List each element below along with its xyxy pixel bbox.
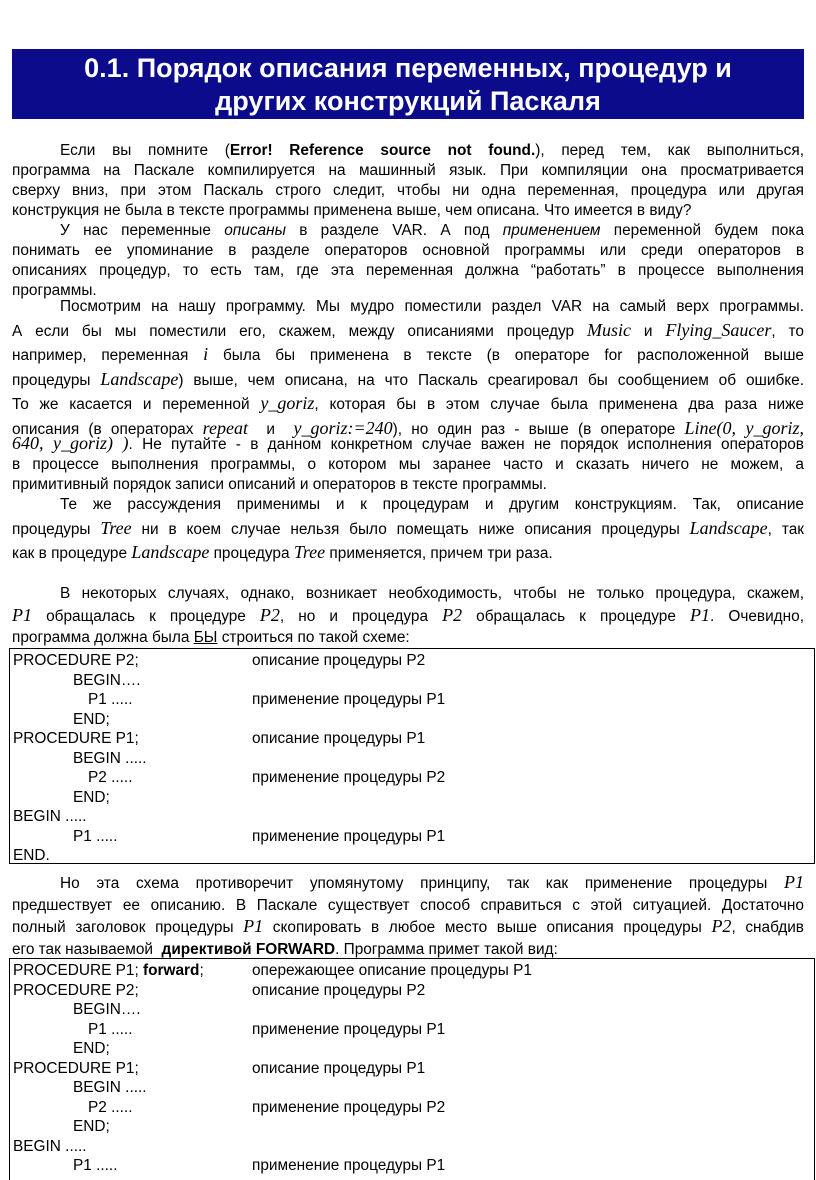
- code-statement: PROCEDURE P2;: [13, 652, 139, 669]
- code-comment: применение процедуры P1: [252, 1157, 446, 1174]
- code-line: [10, 710, 814, 730]
- text-block-5: [12, 583, 804, 649]
- code-statement: END.: [13, 847, 50, 864]
- code-statement: PROCEDURE P1;: [13, 730, 139, 747]
- error-reference: Error! Reference source not found.: [229, 142, 536, 159]
- code-statement: END;: [73, 788, 110, 806]
- code-line: [10, 846, 814, 866]
- code-line: [10, 981, 814, 1001]
- code-line: [10, 827, 814, 847]
- code-comment: описание процедуры P1: [252, 730, 426, 747]
- paragraph-2: У нас переменные описаны в разделе VAR. А под применением переменной будем пока понимать ее упоминание в разделе операторов основной программы или среди операторов в описаниях процедур, то есть там, где эта переменная должна “работать” в процессе выполнения программы.: [12, 222, 804, 299]
- text-block-6: [12, 872, 804, 960]
- code-line: [10, 768, 814, 788]
- code-comment: применение процедуры P1: [252, 691, 446, 708]
- code-statement: BEGIN .....: [13, 808, 87, 825]
- forward-keyword: forward: [143, 962, 200, 979]
- code-line: [10, 1039, 814, 1059]
- code-line: [10, 1137, 814, 1157]
- code-line: [10, 671, 814, 691]
- title-line-2: других конструкций Паскаля: [215, 86, 601, 116]
- code-line: [10, 1020, 814, 1040]
- section-title: [12, 49, 804, 119]
- code-statement: END;: [73, 710, 110, 728]
- code-statement: END;: [73, 1118, 110, 1135]
- code-line: [10, 1059, 814, 1079]
- paragraph-3: Посмотрим на нашу программу. Мы мудро поместили раздел VAR на самый верх программы. А если бы мы поместили его, скажем, между описаниями процедур Music и Flying_Saucer, то например, переменная i была бы применена в тексте (в операторе for расположенной выше процедуры Landscape) выше, чем описана, на что Паскаль среагировал бы сообщением об ошибке. То же касается и переменной y_goriz, которая бы в этом случае была применена два раза ниже описания (в операторах repeat и y_goriz:=240), но один раз - выше (в операторе Line(0, y_goriz,: [12, 298, 805, 438]
- code-line: [10, 749, 814, 769]
- code-statement: END;: [73, 1040, 110, 1057]
- code-line: [10, 1098, 814, 1118]
- forward-directive: директивой FORWARD: [161, 940, 336, 958]
- code-comment: применение процедуры P2: [252, 769, 446, 786]
- code-comment: применение процедуры P1: [252, 1020, 446, 1038]
- code-line: [10, 651, 814, 671]
- code-line: [10, 788, 814, 808]
- text-block-2: [12, 296, 804, 441]
- code-line: [10, 1117, 814, 1137]
- code-statement: P2 .....: [88, 769, 133, 786]
- code-statement: BEGIN….: [73, 1001, 141, 1018]
- paragraph-5: В некоторых случаях, однако, возникает необходимость, чтобы не только процедура, скажем, P1 обращалась к процедуре P2, но и процедура P2 обращалась к процедуре P1. Очевидно, программа должна была БЫ строиться по такой схеме:: [12, 585, 804, 646]
- code-line: [10, 1078, 814, 1098]
- text-block-4: процедуры Tree ни в коем случае нельзя было помещать ниже описания процедуры Landscape, так как в процедуре Landscape процедура Tree применяется, причем три раза.: [12, 518, 804, 562]
- code-statement: BEGIN .....: [73, 749, 147, 767]
- code-statement: P2 .....: [88, 1098, 133, 1116]
- code-statement: PROCEDURE P1; forward;: [13, 962, 204, 979]
- code-statement: BEGIN .....: [13, 1137, 87, 1155]
- code-statement: P1 .....: [88, 691, 133, 708]
- text-block-1: [12, 141, 804, 301]
- code-scheme-box: [9, 648, 815, 864]
- code-statement: PROCEDURE P2;: [13, 981, 139, 999]
- code-statement: BEGIN….: [73, 671, 141, 689]
- code-comment: опережающее описание процедуры P1: [252, 962, 532, 979]
- code-statement: PROCEDURE P1;: [13, 1059, 139, 1077]
- text-block-3: 640, y_goriz) ). Не путайте - в данном конкретном случае важен не порядок исполнения операторов в процессе выполнения программы, о котором мы заранее часто и сказать ничего не можем, а примитивный порядок записи описаний и операторов в тексте программы. Те же рассуждения применимы и к процедурам и другим конструкциям. Так, описание: [12, 433, 804, 513]
- code-line: [10, 961, 814, 981]
- paragraph-1: Если вы помните (Error! Reference source not found.), перед тем, как выполниться, программа на Паскале компилируется на машинный язык. При компиляции она просматривается сверху вниз, при этом Паскаль строго следит, чтобы ни одна переменная, процедура или другая конструкция не была в тексте программы применена выше, чем описана. Что имеется в виду?: [12, 142, 804, 219]
- code-line: [10, 807, 814, 827]
- code-line: [10, 1156, 814, 1176]
- code-comment: описание процедуры P2: [252, 981, 426, 999]
- code-comment: применение процедуры P1: [252, 827, 446, 845]
- code-statement: P1 .....: [73, 1157, 118, 1174]
- code-statement: P1 .....: [73, 827, 118, 845]
- code-comment: описание процедуры P2: [252, 652, 426, 669]
- paragraph-4: Те же рассуждения применимы и к процедурам и другим конструкциям. Так, описание: [60, 496, 804, 513]
- code-statement: P1 .....: [88, 1020, 133, 1038]
- code-line: [10, 729, 814, 749]
- code-statement: BEGIN .....: [73, 1079, 147, 1096]
- code-line: [10, 1000, 814, 1020]
- code-comment: описание процедуры P1: [252, 1059, 426, 1077]
- code-forward-box: [9, 958, 815, 1180]
- code-line: [10, 690, 814, 710]
- paragraph-6: Но эта схема противоречит упомянутому принципу, так как применение процедуры P1 предшествует ее описанию. В Паскале существует способ справиться с этой ситуацией. Достаточно полный заголовок процедуры P1 скопировать в любое место выше описания процедуры P2, снабдив его так называемой директивой FORWARD. Программа примет такой вид:: [12, 872, 804, 958]
- code-comment: применение процедуры P2: [252, 1098, 446, 1116]
- title-line-1: 0.1. Порядок описания переменных, процедур и: [84, 53, 732, 83]
